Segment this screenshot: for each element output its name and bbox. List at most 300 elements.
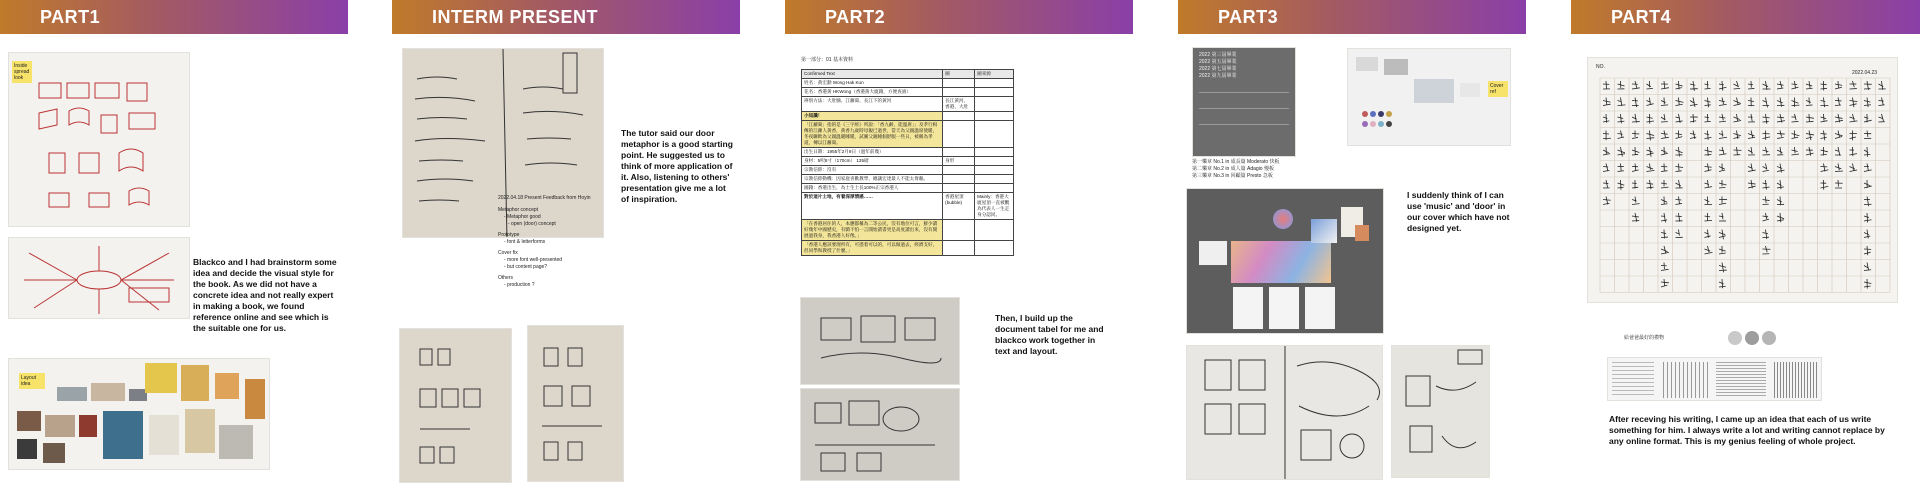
layout-idea-board <box>8 358 270 470</box>
gift-label: 給爸爸最好的禮物 <box>1624 335 1665 341</box>
table-row <box>802 184 1014 193</box>
table-cell <box>943 79 975 88</box>
part2-caption: Then, I build up the document tabel for me and blackco work together in text and layout. <box>995 313 1104 356</box>
handwritten-character <box>1676 81 1683 89</box>
handwritten-character <box>1763 131 1771 140</box>
note-line: - but content page? <box>504 264 548 270</box>
column-header: 圖 <box>943 70 975 79</box>
table-row <box>802 148 1014 157</box>
handwritten-character <box>1763 197 1770 205</box>
handwritten-character <box>1821 131 1827 141</box>
sketch-photo-right <box>527 325 624 482</box>
list-row: 2022 第九屆畢業 <box>1199 73 1237 79</box>
handwritten-character <box>1821 114 1828 122</box>
list-row: 2022 第五屆畢業 <box>1199 59 1237 65</box>
table-cell: 辨別方法：大肚腩、江蘿蔔、長江下的黃河 <box>802 97 943 112</box>
handwritten-character <box>1661 131 1669 139</box>
handwritten-character <box>1676 147 1683 156</box>
section-title: PART4 <box>1611 7 1672 27</box>
handwritten-character <box>1864 164 1872 172</box>
handwritten-character <box>1719 279 1726 288</box>
letter-date: 2022.04.23 <box>1852 70 1878 76</box>
handwritten-character <box>1777 164 1784 173</box>
table-cell <box>943 184 975 193</box>
swatch-card <box>1199 241 1227 265</box>
handwritten-character <box>1821 180 1829 190</box>
table-cell <box>975 220 1014 241</box>
handwritten-character <box>1719 180 1726 188</box>
handwritten-character <box>1705 180 1713 188</box>
table-cell <box>975 241 1014 256</box>
color-swatch <box>1370 121 1376 127</box>
handwritten-character <box>1864 114 1872 122</box>
handwritten-character <box>1864 180 1872 188</box>
handwritten-character <box>1777 197 1784 206</box>
handwritten-character <box>1864 81 1872 90</box>
table-cell: 宗教信仰：沒有 <box>802 166 943 175</box>
handwritten-character <box>1661 147 1668 155</box>
sketch-photo-top <box>800 297 960 385</box>
handwritten-character <box>1734 81 1741 89</box>
handwritten-character <box>1792 114 1799 122</box>
reference-image <box>91 383 125 401</box>
handwritten-character <box>1806 147 1813 156</box>
handwritten-character <box>1705 131 1712 140</box>
handwritten-character <box>1850 81 1857 89</box>
column-header: Confirmed Text <box>802 70 943 79</box>
handwritten-character <box>1676 164 1684 172</box>
handwritten-character <box>1632 180 1638 188</box>
handwritten-character <box>1719 230 1726 240</box>
interm-caption: The tutor said our door metaphor is a good starting point. He suggested us to think of more application of it. Also, listening to others' presentation give me a lot of inspiration. <box>621 128 733 204</box>
handwritten-character <box>1864 213 1871 223</box>
handwritten-character <box>1661 230 1668 239</box>
handwritten-character <box>1719 164 1725 172</box>
reference-image <box>1356 57 1378 71</box>
handwritten-character <box>1879 114 1885 122</box>
writing-samples <box>1607 357 1822 401</box>
handwritten-character <box>1719 98 1727 106</box>
handwritten-character <box>1719 114 1726 122</box>
handwritten-character <box>1806 114 1814 122</box>
handwritten-character <box>1661 114 1668 122</box>
note-line: - open (door) concept <box>508 221 556 227</box>
handwritten-character <box>1806 81 1812 89</box>
handwritten-character <box>1647 98 1654 106</box>
handwritten-character <box>1864 246 1871 255</box>
table-cell: 國籍：香港出生，為土生土長100%正宗香港人 <box>802 184 943 193</box>
handwritten-character <box>1792 147 1800 155</box>
notes-title: 2022.04.18 Present Feedback from Hoyin <box>498 195 591 201</box>
cover-mockup <box>1311 219 1337 243</box>
table-row <box>802 241 1014 256</box>
note-line: - more font well-presented <box>504 257 563 263</box>
color-swatch <box>1273 209 1293 229</box>
handwritten-character <box>1719 263 1727 273</box>
door-panel <box>1269 287 1299 329</box>
writing-sample <box>1772 362 1818 398</box>
handwritten-character <box>1763 114 1770 124</box>
table-cell: 對於這片土地，有着深厚情感…… <box>802 193 943 220</box>
handwritten-character <box>1690 81 1698 91</box>
handwritten-character <box>1618 114 1625 123</box>
handwritten-character <box>1618 131 1625 139</box>
table-row <box>802 88 1014 97</box>
handwritten-character <box>1835 98 1841 106</box>
section-title: INTERM PRESENT <box>432 7 599 27</box>
sticky-note: Layout idea <box>19 373 45 389</box>
handwritten-character <box>1864 279 1871 289</box>
handwritten-character <box>1632 131 1639 139</box>
reference-image <box>149 415 179 455</box>
handwritten-character <box>1632 81 1640 89</box>
sketch-photo-bottom <box>800 388 960 481</box>
table-cell <box>975 184 1014 193</box>
movement-line: 第三樂章 No.3 in 回顧篇 Presto 急板 <box>1192 173 1273 179</box>
table-row <box>802 157 1014 166</box>
reference-image <box>1460 83 1480 97</box>
handwritten-character <box>1719 81 1726 91</box>
handwritten-character <box>1821 81 1827 90</box>
list-row: 2022 第七屆畢業 <box>1199 66 1237 72</box>
sketch-drawing <box>9 53 190 227</box>
handwritten-character <box>1632 197 1640 205</box>
avatar <box>1745 331 1759 345</box>
document-table <box>801 69 1014 256</box>
handwritten-character <box>1864 263 1871 271</box>
door-panel <box>1233 287 1263 329</box>
cover-sketches <box>1187 346 1383 480</box>
handwritten-character <box>1632 147 1639 155</box>
reference-image <box>245 379 265 419</box>
section-header-interm <box>392 0 740 34</box>
handwritten-character <box>1763 246 1771 254</box>
handwritten-character <box>1864 230 1870 239</box>
cover-mockup <box>1355 225 1369 241</box>
table-cell: 身形 <box>943 157 975 166</box>
notebook-sketch-right <box>1391 345 1490 478</box>
handwritten-character <box>1763 164 1769 172</box>
color-swatch <box>1386 121 1392 127</box>
handwritten-character <box>1777 147 1783 155</box>
handwritten-character <box>1618 98 1626 107</box>
handwritten-character <box>1705 164 1712 172</box>
section-header-part3 <box>1178 0 1526 34</box>
handwritten-character <box>1864 131 1871 139</box>
handwritten-character <box>1792 81 1799 89</box>
handwritten-character <box>1647 131 1655 141</box>
handwritten-character <box>1603 98 1611 106</box>
handwritten-character <box>1748 164 1756 172</box>
note-line: Prototype <box>498 232 520 238</box>
notebook-sketch-left <box>1186 345 1383 480</box>
handwritten-character <box>1821 98 1829 108</box>
table-cell <box>975 88 1014 97</box>
handwritten-character <box>1618 164 1624 172</box>
table-row <box>802 121 1014 148</box>
handwritten-character <box>1763 213 1769 221</box>
section-title: PART1 <box>40 7 101 27</box>
cover-mockup <box>1231 241 1331 283</box>
handwritten-character <box>1676 98 1684 106</box>
layout-sketch <box>801 389 960 481</box>
writing-sample <box>1660 362 1710 398</box>
handwritten-character <box>1618 81 1625 89</box>
handwritten-character <box>1777 98 1784 107</box>
handwritten-character <box>1647 81 1653 89</box>
handwritten-character <box>1705 230 1711 238</box>
list-rows <box>1199 52 1237 80</box>
handwritten-character <box>1661 98 1668 106</box>
movement-line: 第二樂章 No.2 in 成人篇 Adagio 慢板 <box>1192 166 1274 172</box>
handwritten-character <box>1748 147 1755 155</box>
color-swatch <box>1370 111 1376 117</box>
section-header-part4 <box>1571 0 1920 34</box>
table-row <box>802 193 1014 220</box>
handwritten-character <box>1690 131 1696 139</box>
handwritten-letter <box>1587 57 1898 303</box>
reference-image <box>45 415 75 437</box>
handwritten-character <box>1748 81 1754 89</box>
layout-sketch <box>801 298 960 385</box>
section-title: PART3 <box>1218 7 1279 27</box>
table-cell <box>975 97 1014 112</box>
table-header-row <box>802 70 1014 79</box>
handwritten-character <box>1632 213 1639 222</box>
handwritten-character <box>1661 213 1667 222</box>
column-header: 圖來源 <box>975 70 1014 79</box>
section-header-part1 <box>0 0 348 34</box>
table-cell: 花名：香港黃 HKWong（香港黃大廈籍，方便查詢） <box>802 88 943 97</box>
table-cell <box>943 241 975 256</box>
table-cell <box>975 166 1014 175</box>
handwritten-character <box>1850 147 1858 156</box>
table-cell <box>943 175 975 184</box>
door-sketches <box>400 329 512 483</box>
music-movements <box>1192 159 1302 180</box>
color-swatch <box>1362 121 1368 127</box>
handwritten-character <box>1835 180 1843 188</box>
handwritten-character <box>1705 213 1712 221</box>
handwritten-character <box>1676 230 1683 238</box>
part4-caption: After receving his writing, I came up an idea that each of us write something for him. I always write a lot and writing cannot replace by any online format. This is my genius feeling of whole project. <box>1609 414 1885 446</box>
handwritten-character <box>1748 180 1756 188</box>
handwritten-character <box>1719 246 1726 254</box>
color-swatch <box>1362 111 1368 117</box>
handwritten-character <box>1647 147 1654 157</box>
section-title: PART2 <box>825 7 886 27</box>
list-row: 2022 第三屆畢業 <box>1199 52 1237 58</box>
table-cell: 宗教信仰動機：因家庭喜歡教學，總讓宏達最人不能太倚賴。 <box>802 175 943 184</box>
handwritten-character <box>1763 98 1770 108</box>
handwritten-character <box>1850 131 1857 141</box>
music-list-screenshot <box>1192 47 1296 157</box>
handwritten-character <box>1647 164 1655 172</box>
sticky-note: Cover ref <box>1488 81 1508 97</box>
table-cell: 「在香港居住的人，本應都稱為二等公民，沒有地位可言，鮮少讀好幾年中國歷史，有騎不怕一言開始讀書更是高度讀出來，沒有開展過我身，我香港人好像。」 <box>802 220 943 241</box>
handwritten-character <box>1661 180 1668 188</box>
feedback-notes <box>498 195 608 289</box>
handwritten-character <box>1835 131 1843 139</box>
handwritten-character <box>1603 131 1611 141</box>
note-line: Others <box>498 275 514 281</box>
cover-reference-board <box>1347 48 1511 146</box>
reference-image <box>43 443 65 463</box>
table-cell: 身材：5呎8寸（170cm） 135磅 <box>802 157 943 166</box>
handwritten-character <box>1763 81 1771 90</box>
handwritten-character <box>1676 180 1683 188</box>
avatar <box>1762 331 1776 345</box>
table-cell <box>975 175 1014 184</box>
handwritten-character <box>1748 114 1755 122</box>
handwritten-character <box>1792 98 1800 107</box>
table-row <box>802 112 1014 121</box>
reference-image <box>17 411 41 431</box>
handwritten-character <box>1719 213 1726 221</box>
handwritten-character <box>1705 98 1711 108</box>
handwritten-character <box>1763 147 1770 155</box>
handwritten-character <box>1705 246 1713 254</box>
handwritten-character <box>1763 180 1770 190</box>
handwritten-character <box>1734 114 1742 122</box>
handwritten-character <box>1835 164 1843 172</box>
table-cell: 姓名：黃宏勳 Wong Hak Kun <box>802 79 943 88</box>
table-cell <box>975 121 1014 148</box>
handwritten-character <box>1618 147 1625 156</box>
handwritten-character <box>1864 197 1872 207</box>
sketch-photo-left <box>399 328 512 483</box>
handwritten-character <box>1864 147 1870 157</box>
table-cell <box>975 79 1014 88</box>
handwritten-character <box>1603 147 1610 155</box>
reference-image <box>1414 79 1454 103</box>
handwritten-character <box>1734 98 1741 106</box>
handwritten-character <box>1661 279 1669 287</box>
handwritten-character <box>1763 230 1769 239</box>
handwritten-character <box>1879 98 1885 106</box>
handwritten-character <box>1850 98 1858 108</box>
letter-grid <box>1588 58 1898 303</box>
table-cell: 長江黃河、香港、大肚 <box>943 97 975 112</box>
handwritten-character <box>1603 114 1609 123</box>
handwritten-character <box>1777 213 1784 222</box>
table-cell: Mainly：香港大廈屋頂一直被觀為代表人一生走身分認同。 <box>975 193 1014 220</box>
handwritten-character <box>1661 246 1669 254</box>
color-swatch <box>1378 111 1384 117</box>
handwritten-character <box>1719 147 1726 155</box>
handwritten-character <box>1705 147 1713 156</box>
handwritten-character <box>1647 114 1654 124</box>
handwritten-character <box>1661 263 1668 271</box>
handwritten-character <box>1835 81 1842 89</box>
brainstorm-board <box>8 237 190 319</box>
table-cell <box>943 88 975 97</box>
table-row <box>802 79 1014 88</box>
handwritten-character <box>1632 98 1639 108</box>
handwritten-character <box>1748 131 1755 139</box>
cover-sketches <box>1392 346 1490 478</box>
table-row <box>802 175 1014 184</box>
note-line: Cover fix <box>498 250 518 256</box>
handwritten-character <box>1879 81 1886 90</box>
table-row <box>802 97 1014 112</box>
handwritten-character <box>1603 180 1610 188</box>
handwritten-character <box>1690 114 1698 122</box>
handwritten-character <box>1632 164 1639 172</box>
color-swatch <box>1386 111 1392 117</box>
table-cell <box>943 121 975 148</box>
handwritten-character <box>1719 197 1727 205</box>
handwritten-character <box>1806 131 1814 141</box>
handwritten-character <box>1661 164 1668 172</box>
handwritten-character <box>1705 81 1711 89</box>
handwritten-character <box>1705 197 1713 205</box>
handwritten-character <box>1806 98 1812 106</box>
reference-image <box>215 373 239 399</box>
table-cell <box>943 112 975 121</box>
movement-line: 第一樂章 No.1 in 成長篇 Moderato 快板 <box>1192 159 1280 165</box>
handwritten-character <box>1676 131 1683 139</box>
avatar <box>1728 331 1742 345</box>
reference-image <box>145 363 177 393</box>
table-cell <box>943 148 975 157</box>
handwritten-character <box>1792 131 1800 139</box>
handwritten-character <box>1864 98 1871 108</box>
handwritten-character <box>1618 180 1625 190</box>
table-cell: 香港屋頂 (bubble) <box>943 193 975 220</box>
handwritten-character <box>1603 164 1609 172</box>
table-cell <box>975 112 1014 121</box>
door-sketches <box>528 326 624 482</box>
handwritten-character <box>1661 197 1667 205</box>
handwritten-character <box>1734 131 1741 139</box>
handwritten-character <box>1835 114 1843 122</box>
reference-image <box>185 409 215 453</box>
reference-image <box>79 415 97 437</box>
part3-caption: I suddenly think of I can use 'music' and 'door' in our cover which have not designed yet. <box>1407 190 1510 233</box>
writing-sample <box>1612 362 1654 398</box>
handwritten-character <box>1676 114 1683 123</box>
handwritten-character <box>1821 147 1828 155</box>
cover-mockup-board <box>1186 188 1384 334</box>
reference-image <box>17 439 37 459</box>
mindmap-drawing <box>9 238 190 319</box>
handwritten-character <box>1603 81 1610 89</box>
handwritten-character <box>1603 197 1611 205</box>
part1-caption: Blackco and I had brainstorm some idea and decide the visual style for the book. As we did not have a concrete idea and not really expert in making a book, we found reference online and see which is the suitable one for us. <box>193 257 337 333</box>
handwritten-character <box>1719 131 1727 139</box>
reference-image <box>1384 59 1408 75</box>
handwritten-character <box>1676 213 1683 222</box>
handwritten-character <box>1748 98 1754 107</box>
handwritten-character <box>1850 164 1858 172</box>
table-row <box>802 220 1014 241</box>
table-cell <box>975 148 1014 157</box>
handwritten-character <box>1647 180 1654 189</box>
handwritten-character <box>1734 147 1742 155</box>
note-line: Metaphor concept <box>498 207 539 213</box>
table-cell: 「江蘿蔔」指的是《三字經》所說：「香九齡，能溫席」」及孝行相傳的江蘿人黃香，黃香九歲時母親已過世，當天為父親溫席使暖，冬夜聯飲為父親溫暖睡暖，試圖父親睡個舒服一些日，被稱為孝道，傳以江蘿蔔。 <box>802 121 943 148</box>
door-panel <box>1305 287 1335 329</box>
reference-image <box>181 365 209 401</box>
color-swatch <box>1378 121 1384 127</box>
handwritten-character <box>1777 81 1784 89</box>
table-row <box>802 166 1014 175</box>
letter-no-label: NO. <box>1596 64 1605 70</box>
handwritten-character <box>1690 98 1698 107</box>
handwritten-character <box>1821 164 1829 172</box>
handwritten-character <box>1661 81 1669 89</box>
